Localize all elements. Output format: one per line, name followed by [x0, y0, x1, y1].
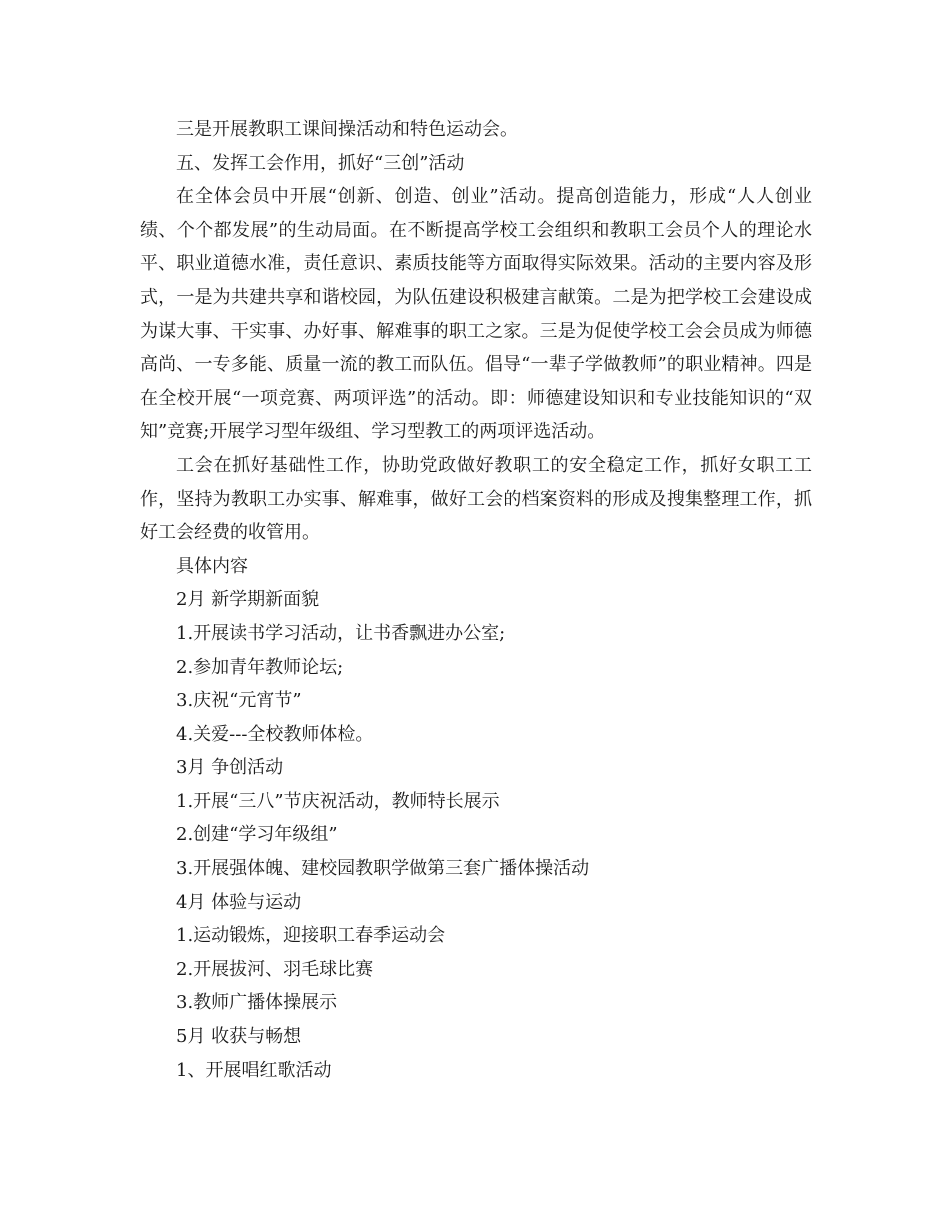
paragraph: 工会在抓好基础性工作，协助党政做好教职工的安全稳定工作，抓好女职工工作，坚持为教职工办实事、解难事，做好工会的档案资料的形成及搜集整理工作，抓好工会经费的收管用。 — [140, 454, 812, 544]
document-body — [140, 113, 812, 1087]
list-item: 2.创建“学习年级组” — [176, 824, 338, 846]
month-heading: 2月 新学期新面貌 — [176, 589, 320, 611]
list-item: 1.运动锻炼，迎接职工春季运动会 — [176, 925, 446, 947]
subheading: 具体内容 — [176, 555, 248, 577]
list-item: 1.开展读书学习活动，让书香飘进办公室; — [176, 622, 506, 644]
list-item: 2.参加青年教师论坛; — [176, 656, 344, 678]
list-item: 3.庆祝“元宵节” — [176, 690, 302, 712]
month-heading: 3月 争创活动 — [176, 757, 284, 779]
list-item: 1.开展“三八”节庆祝活动，教师特长展示 — [176, 790, 500, 812]
paragraph: 在全体会员中开展“创新、创造、创业”活动。提高创造能力，形成“人人创业绩、个个都发展”的生动局面。在不断提高学校工会组织和教职工会员个人的理论水平、职业道德水准，责任意识、素质技能等方面取得实际效果。活动的主要内容及形式，一是为共建共享和谐校园，为队伍建设积极建言献策。二是为把学校工会建设成为谋大事、干实事、办好事、解难事的职工之家。三是为促使学校工会会员成为师德高尚、一专多能、质量一流的教工而队伍。倡导“一辈子学做教师”的职业精神。四是在全校开展“一项竞赛、两项评选”的活动。即：师德建设知识和专业技能知识的“双知”竞赛;开展学习型年级组、学习型教工的两项评选活动。 — [140, 186, 812, 443]
list-item: 4.关爱---全校教师体检。 — [176, 723, 374, 745]
list-item: 3.开展强体魄、建校园教职学做第三套广播体操活动 — [176, 858, 590, 880]
section-heading: 五、发挥工会作用，抓好“三创”活动 — [176, 152, 465, 174]
list-item: 2.开展拔河、羽毛球比赛 — [176, 958, 374, 980]
list-item: 1、开展唱红歌活动 — [176, 1059, 332, 1081]
list-item: 3.教师广播体操展示 — [176, 992, 338, 1014]
text-line: 三是开展教职工课间操活动和特色运动会。 — [176, 119, 518, 140]
month-heading: 4月 体验与运动 — [176, 891, 302, 913]
month-heading: 5月 收获与畅想 — [176, 1026, 302, 1048]
